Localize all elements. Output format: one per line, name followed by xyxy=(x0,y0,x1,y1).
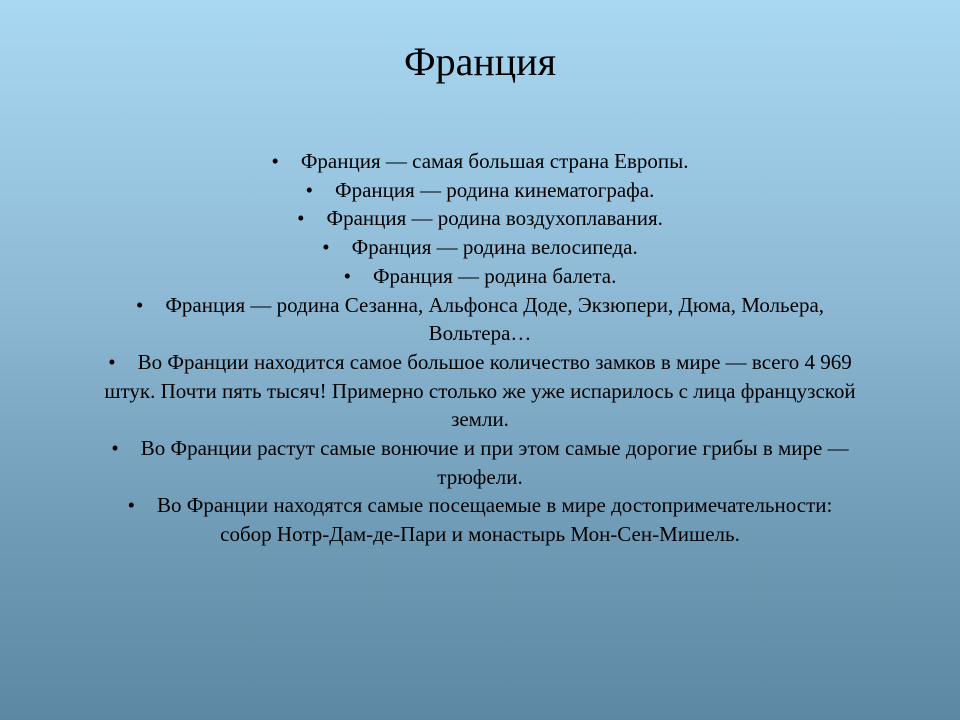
bullet-icon: • xyxy=(108,349,116,374)
bullet-text: Франция — самая большая страна Европы. xyxy=(300,149,689,173)
bullet-item xyxy=(100,291,860,348)
bullet-item xyxy=(100,233,860,262)
bullet-item xyxy=(100,147,860,176)
bullet-icon: • xyxy=(322,235,330,260)
bullet-text: Франция — родина балета. xyxy=(372,263,617,288)
bullet-icon: • xyxy=(271,149,279,173)
bullet-list xyxy=(100,147,860,549)
bullet-item xyxy=(100,262,860,291)
bullet-item xyxy=(100,491,860,548)
bullet-text: Франция — родина кинематографа. xyxy=(335,177,655,202)
bullet-item xyxy=(100,434,860,491)
bullet-text: Франция — родина Сезанна, Альфонса Доде, Экзюпери, Дюма, Мольера, Вольтера… xyxy=(165,292,825,346)
bullet-text: Во Франции находятся самые посещаемые в мире достопримечательности: собор Нотр-Дам-де-Пари и монастырь Мон-Сен-Мишель. xyxy=(157,493,833,547)
bullet-icon: • xyxy=(297,206,305,231)
bullet-item xyxy=(100,204,860,233)
slide-title: Франция xyxy=(404,39,556,84)
bullet-text: Во Франции находится самое большое количество замков в мире — всего 4 969 штук. Почти пять тысяч! Примерно столько же уже испарилось с лица французской земли. xyxy=(104,349,856,432)
bullet-text: Во Франции растут самые вонючие и при этом самые дорогие грибы в мире — трюфели. xyxy=(140,436,849,489)
bullet-item xyxy=(100,348,860,434)
bullet-text: Франция — родина воздухоплавания. xyxy=(326,206,663,231)
bullet-text: Франция — родина велосипеда. xyxy=(351,235,638,260)
bullet-item xyxy=(100,176,860,205)
bullet-icon: • xyxy=(111,436,119,461)
bullet-icon: • xyxy=(343,263,351,288)
bullet-icon: • xyxy=(135,292,144,317)
bullet-icon: • xyxy=(305,177,313,202)
bullet-icon: • xyxy=(127,493,136,518)
